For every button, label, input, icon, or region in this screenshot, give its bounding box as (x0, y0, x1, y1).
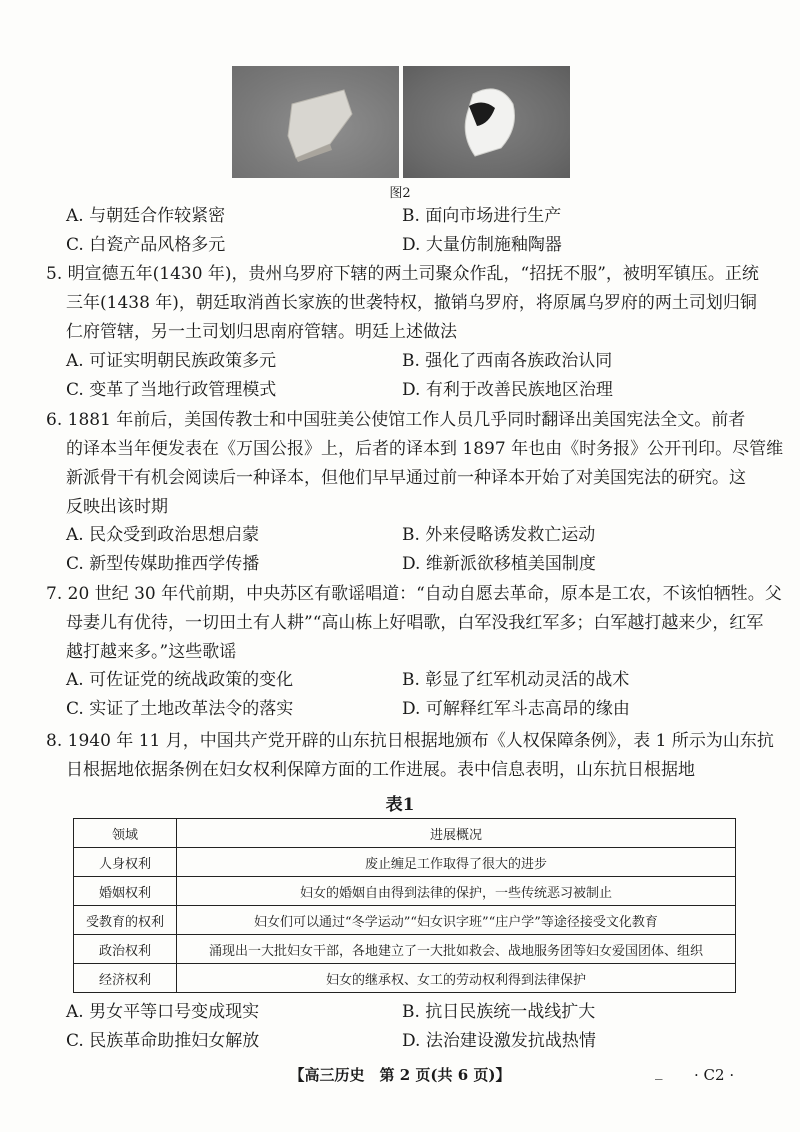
q7-option-c: C. 实证了土地改革法令的落实 (66, 699, 294, 719)
table-row (74, 877, 736, 906)
q6-options-row-2 (66, 551, 766, 577)
q8-options-row-2 (66, 1028, 766, 1054)
porcelain-shard-photo-left (232, 66, 399, 178)
table-cell-progress: 妇女的婚姻自由得到法律的保护，一些传统恶习被制止 (177, 877, 736, 906)
q7-stem-line-2: 母妻儿有优待，一切田土有人耕”“高山栋上好唱歌，白军没我红军多；白军越打越来少，红军 (66, 613, 764, 633)
table-cell-domain: 人身权利 (74, 848, 177, 877)
table-cell-domain: 婚姻权利 (74, 877, 177, 906)
q7-options-row-1 (66, 667, 766, 693)
q8-option-c: C. 民族革命助推妇女解放 (66, 1031, 260, 1051)
q6-stem-line-1: 6. 1881 年前后，美国传教士和中国驻美公使馆工作人员几乎同时翻译出美国宪法全文。前者 (46, 410, 746, 430)
q7-stem-line-1: 7. 20 世纪 30 年代前期，中央苏区有歌谣唱道：“自动自愿去革命，原本是工农，不该怕牺牲。父 (46, 584, 782, 604)
q5-stem-line-3: 仁府管辖，另一土司划归思南府管辖。明廷上述做法 (66, 322, 457, 342)
q7-option-b: B. 彰显了红军机动灵活的战术 (402, 670, 630, 690)
table-cell-progress: 妇女们可以通过“冬学运动”“妇女识字班”“庄户学”等途径接受文化教育 (177, 906, 736, 935)
q4-option-b: B. 面向市场进行生产 (402, 206, 562, 226)
q4-options-row-2 (66, 232, 766, 258)
q7-stem-line-3: 越打越来多。”这些歌谣 (66, 642, 237, 662)
page-code: · C2 · (694, 1066, 735, 1084)
table-cell-progress: 涌现出一大批妇女干部，各地建立了一大批如救会、战地服务团等妇女爱国团体、组织 (177, 935, 736, 964)
q6-option-a: A. 民众受到政治思想启蒙 (66, 525, 260, 545)
table-header-domain: 领域 (74, 819, 177, 848)
q6-stem-line-4: 反映出该时期 (66, 497, 168, 517)
q5-option-c: C. 变革了当地行政管理模式 (66, 380, 277, 400)
q5-stem-line-2: 三年(1438 年)，朝廷取消酋长家族的世袭特权，撤销乌罗府，将原属乌罗府的两土司划归铜 (66, 293, 757, 313)
figure-2-photos (232, 66, 570, 178)
q6-option-d: D. 维新派欲移植美国制度 (402, 554, 596, 574)
q6-option-b: B. 外来侵略诱发救亡运动 (402, 525, 596, 545)
q8-option-d: D. 法治建设激发抗战热情 (402, 1031, 596, 1051)
table-row (74, 964, 736, 993)
q7-option-a: A. 可佐证党的统战政策的变化 (66, 670, 294, 690)
q8-option-a: A. 男女平等口号变成现实 (66, 1002, 260, 1022)
q6-options-row-1 (66, 522, 766, 548)
q6-option-c: C. 新型传媒助推西学传播 (66, 554, 260, 574)
table-cell-domain: 经济权利 (74, 964, 177, 993)
figure-caption: 图2 (389, 186, 411, 201)
q4-option-d: D. 大量仿制施釉陶器 (402, 235, 562, 255)
table-cell-domain: 受教育的权利 (74, 906, 177, 935)
q8-options-row-1 (66, 999, 766, 1025)
footer-dash: _ (655, 1062, 663, 1080)
table-row (74, 935, 736, 964)
q5-option-a: A. 可证实明朝民族政策多元 (66, 351, 277, 371)
table-header-row (74, 819, 736, 848)
table-row (74, 906, 736, 935)
q4-option-c: C. 白瓷产品风格多元 (66, 235, 226, 255)
women-rights-table (73, 818, 736, 993)
q5-options-row-2 (66, 377, 766, 403)
table-row (74, 848, 736, 877)
q8-stem-line-2: 日根据地依据条例在妇女权利保障方面的工作进展。表中信息表明，山东抗日根据地 (66, 760, 695, 780)
q5-options-row-1 (66, 348, 766, 374)
q5-option-b: B. 强化了西南各族政治认同 (402, 351, 613, 371)
q6-stem-line-2: 的译本当年便发表在《万国公报》上，后者的译本到 1897 年也由《时务报》公开刊印。尽管维 (66, 439, 784, 459)
q7-options-row-2 (66, 696, 766, 722)
q8-stem-line-1: 8. 1940 年 11 月，中国共产党开辟的山东抗日根据地颁布《人权保障条例》，表 1 所示为山东抗 (46, 731, 774, 751)
q4-options-row-1 (66, 203, 766, 229)
table-cell-progress: 废止缠足工作取得了很大的进步 (177, 848, 736, 877)
q5-stem-line-1: 5. 明宣德五年(1430 年)，贵州乌罗府下辖的两土司聚众作乱，“招抚不服”，被明军镇压。正统 (46, 264, 759, 284)
q7-option-d: D. 可解释红军斗志高昂的缘由 (402, 699, 630, 719)
table-cell-progress: 妇女的继承权、女工的劳动权利得到法律保护 (177, 964, 736, 993)
table-1-title: 表1 (385, 795, 415, 815)
q8-option-b: B. 抗日民族统一战线扩大 (402, 1002, 596, 1022)
q4-option-a: A. 与朝廷合作较紧密 (66, 206, 226, 226)
porcelain-shard-photo-right (403, 66, 570, 178)
page-footer: 【高三历史 第 2 页(共 6 页)】 (289, 1066, 511, 1084)
q5-option-d: D. 有利于改善民族地区治理 (402, 380, 613, 400)
q6-stem-line-3: 新派骨干有机会阅读后一种译本，但他们早早通过前一种译本开始了对美国宪法的研究。这 (66, 468, 746, 488)
table-header-progress: 进展概况 (177, 819, 736, 848)
table-cell-domain: 政治权利 (74, 935, 177, 964)
